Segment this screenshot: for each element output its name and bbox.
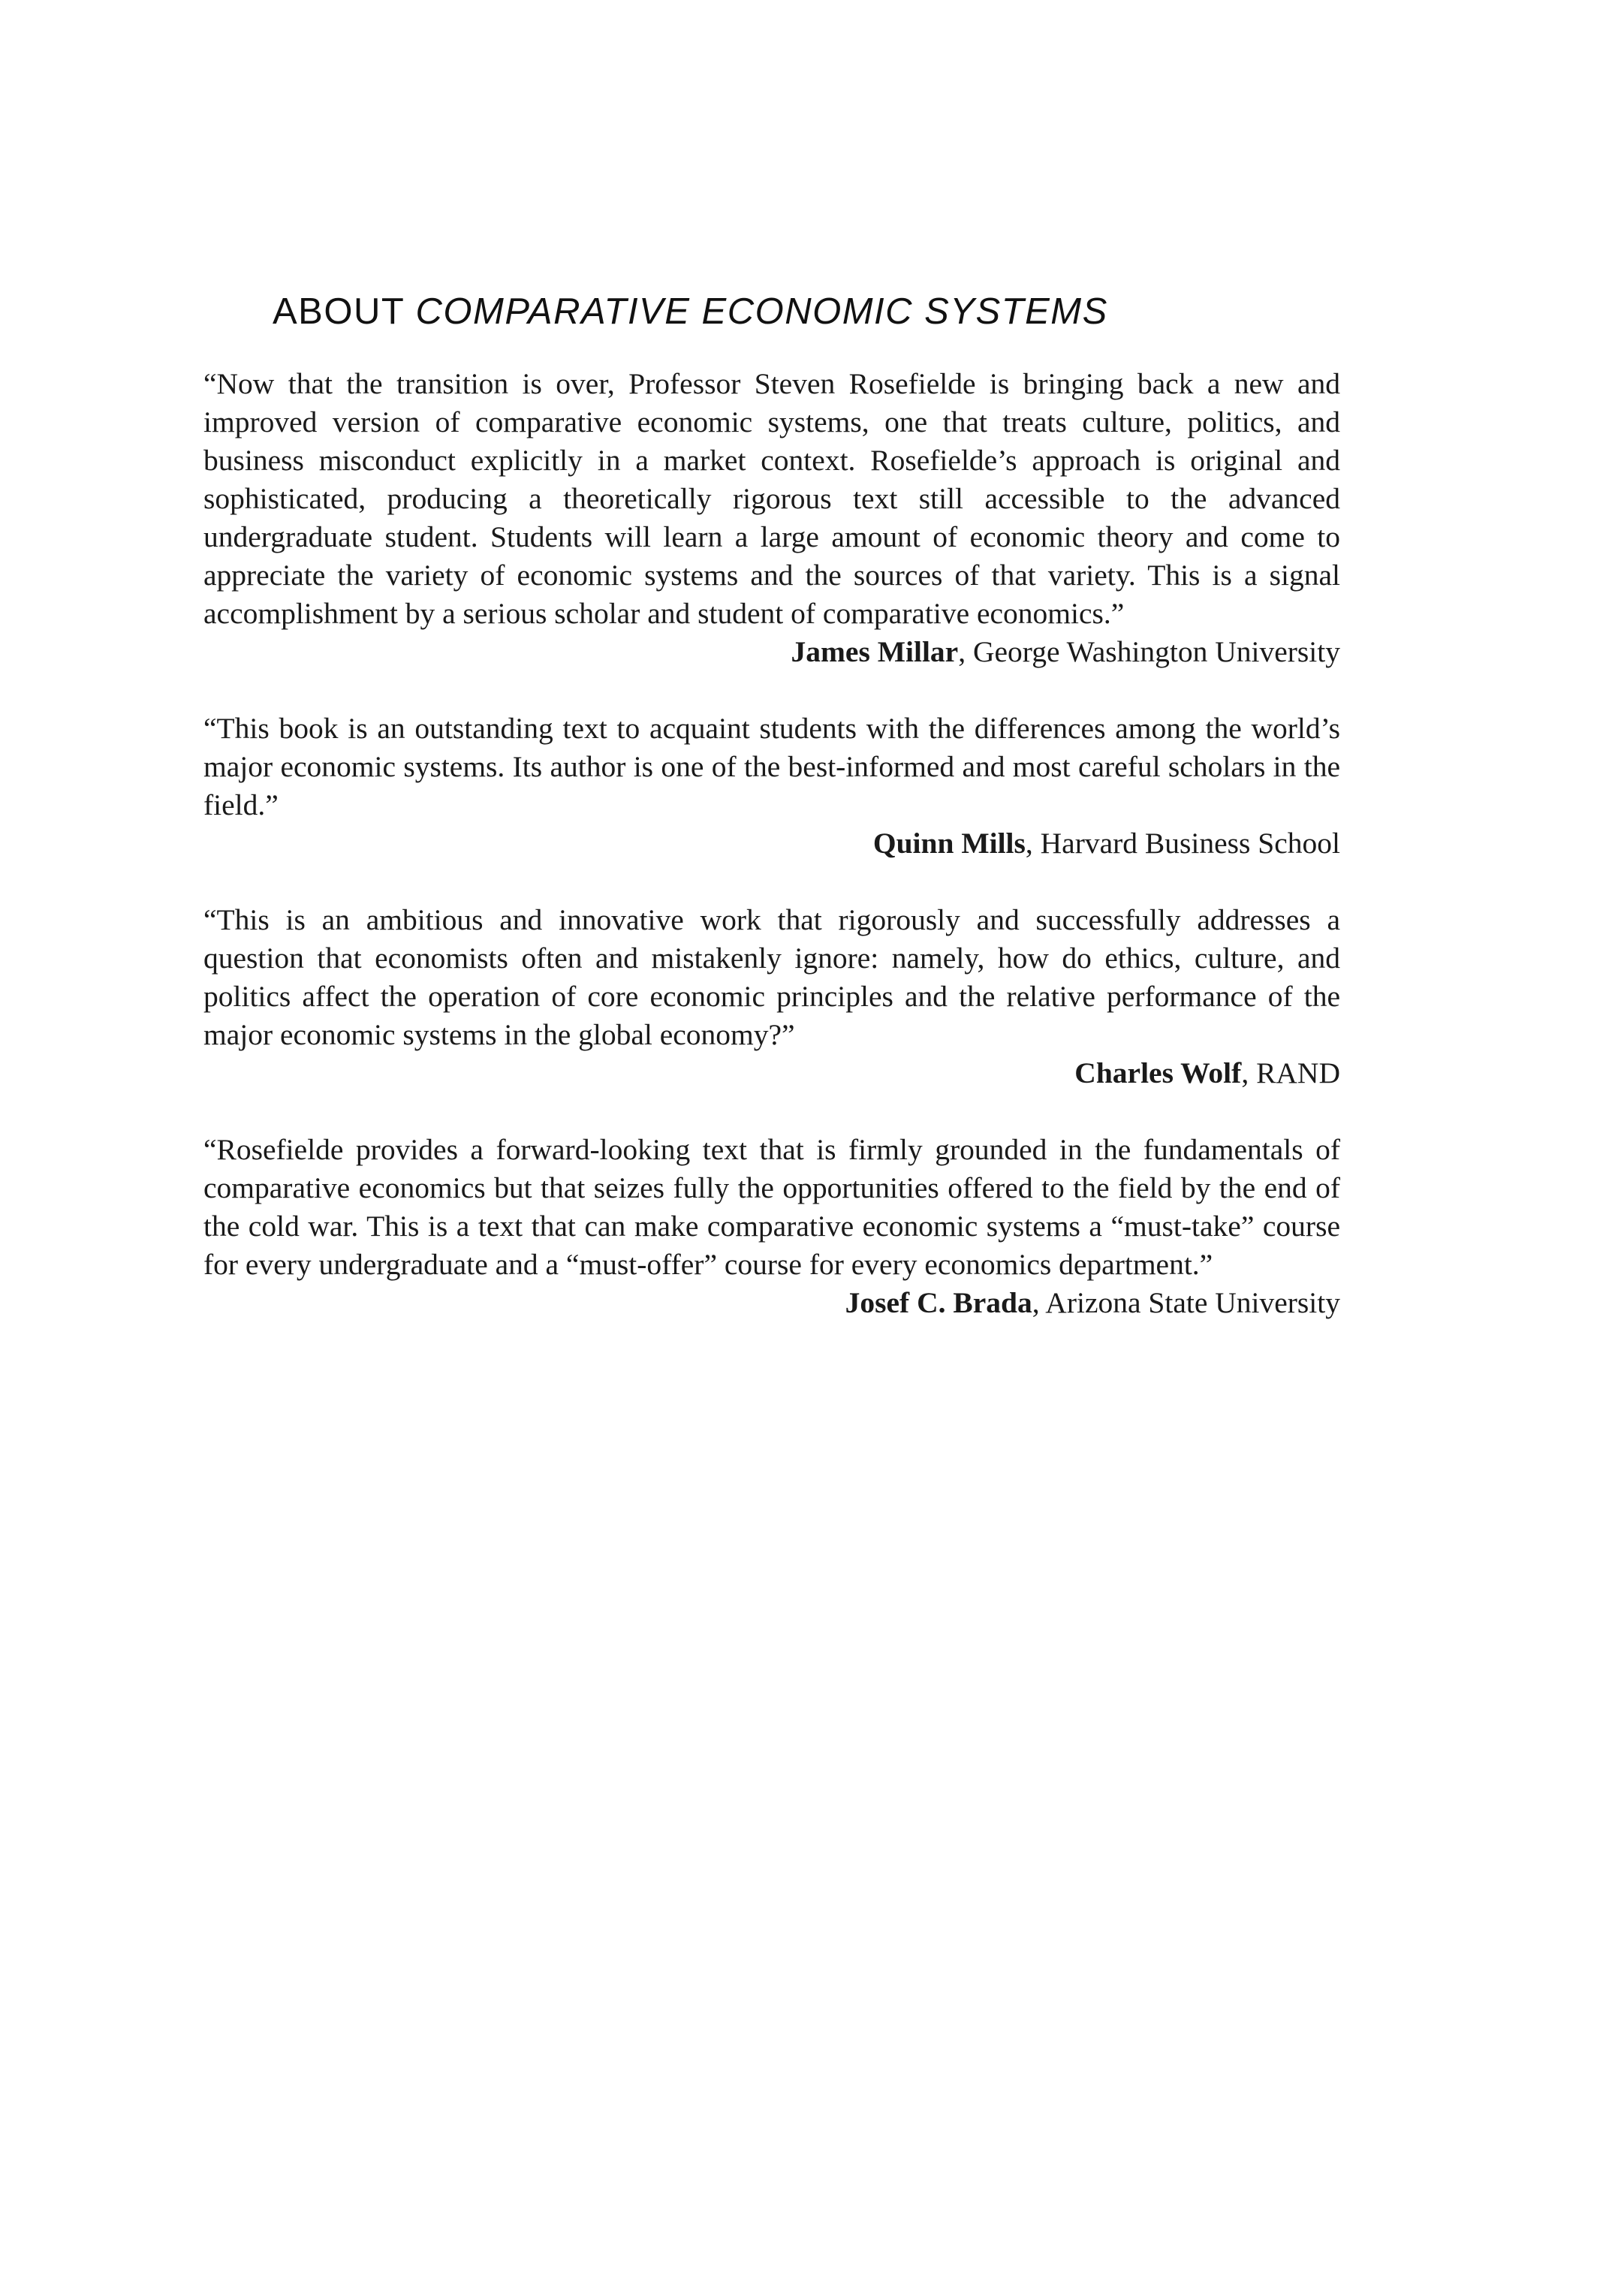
endorsement-quote: “Rosefielde provides a forward-looking text that is firmly grounded in the fundamentals of comparative economics but that seizes fully the opportunities offered to the field by the end of the cold war. This is a text that can make comparative economic systems a “must-take” course for every undergraduate and a “must-offer” course for every economics department.”	[203, 1133, 1340, 1281]
endorsements	[203, 365, 1340, 1322]
endorser-affiliation: , Harvard Business School	[1025, 827, 1340, 860]
endorsement-attribution	[203, 633, 1340, 671]
endorser-affiliation: , George Washington University	[958, 635, 1340, 668]
endorsement	[203, 710, 1340, 863]
endorsement-quote: “Now that the transition is over, Professor Steven Rosefielde is bringing back a new and improved version of comparative economic systems, one that treats culture, politics, and business misconduct explicitly in a market context. Rosefielde’s approach is original and sophisticated, producing a theoretically rigorous text still accessible to the advanced undergraduate student. Students will learn a large amount of economic theory and come to appreciate the variety of economic systems and the sources of that variety. This is a signal accomplishment by a serious scholar and student of comparative economics.”	[203, 367, 1340, 630]
endorser-affiliation: , RAND	[1241, 1056, 1340, 1089]
endorsement	[203, 901, 1340, 1092]
title-book-name: COMPARATIVE ECONOMIC SYSTEMS	[415, 291, 1108, 332]
endorsement-attribution	[203, 824, 1340, 863]
endorsement-quote: “This book is an outstanding text to acquaint students with the differences among the world’s major economic systems. Its author is one of the best-informed and most careful scholars in the field.”	[203, 712, 1340, 821]
endorsement	[203, 365, 1340, 671]
page-title	[273, 285, 1399, 338]
endorser-name: Quinn Mills	[872, 827, 1026, 860]
endorser-name: Charles Wolf	[1074, 1056, 1242, 1089]
endorsement	[203, 1131, 1340, 1322]
endorsement-quote: “This is an ambitious and innovative work that rigorously and successfully addresses a question that economists often and mistakenly ignore: namely, how do ethics, culture, and politics affect the operation of core economic principles and the relative performance of the major economic systems in the global economy?”	[203, 903, 1340, 1051]
endorser-name: Josef C. Brada	[845, 1286, 1032, 1319]
endorser-affiliation: , Arizona State University	[1032, 1286, 1340, 1319]
endorser-name: James Millar	[791, 635, 959, 668]
title-prefix: ABOUT	[273, 291, 416, 332]
endorsement-attribution	[203, 1054, 1340, 1092]
endorsement-attribution	[203, 1284, 1340, 1322]
